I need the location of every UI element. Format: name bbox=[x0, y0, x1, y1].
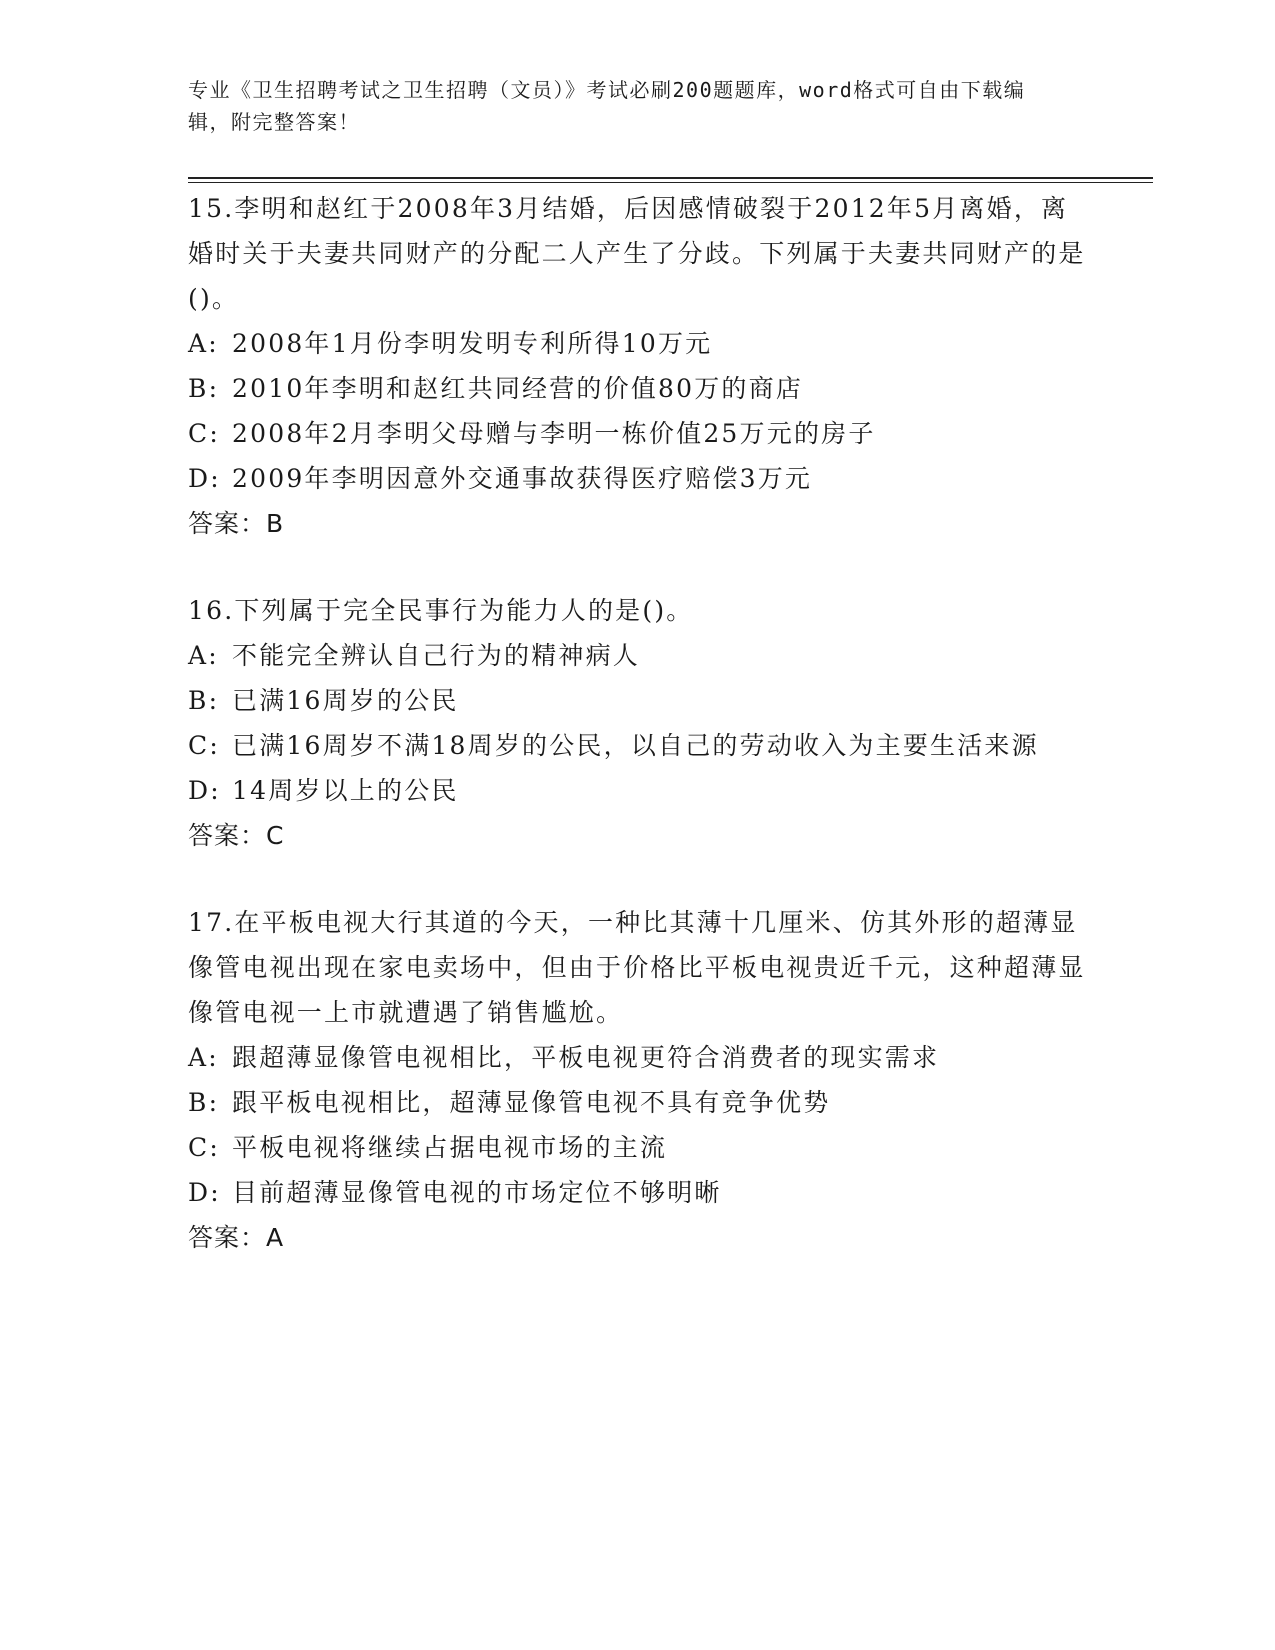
option-key: C: bbox=[188, 419, 220, 448]
header-divider-thick bbox=[188, 177, 1153, 179]
header-divider-thin bbox=[188, 182, 1153, 183]
question-stem: 16.下列属于完全民事行为能力人的是()。 bbox=[188, 596, 694, 625]
question-17 bbox=[188, 900, 1088, 1260]
option-text: 平板电视将继续占据电视市场的主流 bbox=[232, 1133, 668, 1162]
option-a bbox=[188, 321, 1088, 366]
option-a bbox=[188, 1035, 1088, 1080]
option-a bbox=[188, 633, 1088, 678]
answer-line: 答案：B bbox=[188, 509, 285, 538]
document-header: 专业《卫生招聘考试之卫生招聘（文员）》考试必刷200题题库，word格式可自由下载编辑，附完整答案！ bbox=[188, 78, 1026, 134]
option-c bbox=[188, 723, 1088, 768]
option-text: 已满16周岁的公民 bbox=[232, 686, 459, 715]
option-key: D: bbox=[188, 776, 221, 805]
option-c bbox=[188, 1125, 1088, 1170]
option-text: 2008年1月份李明发明专利所得10万元 bbox=[232, 329, 713, 358]
answer-line: 答案：C bbox=[188, 821, 285, 850]
option-text: 跟平板电视相比，超薄显像管电视不具有竞争优势 bbox=[232, 1088, 831, 1117]
option-text: 2008年2月李明父母赠与李明一栋价值25万元的房子 bbox=[232, 419, 876, 448]
option-key: D: bbox=[188, 1178, 221, 1207]
option-key: B: bbox=[188, 374, 220, 403]
option-key: A: bbox=[188, 1043, 219, 1072]
answer-line: 答案：A bbox=[188, 1223, 285, 1252]
option-d bbox=[188, 456, 1088, 501]
question-stem: 17.在平板电视大行其道的今天，一种比其薄十几厘米、仿其外形的超薄显像管电视出现在家电卖场中，但由于价格比平板电视贵近千元，这种超薄显像管电视一上市就遭遇了销售尴尬。 bbox=[188, 908, 1086, 1027]
option-text: 2009年李明因意外交通事故获得医疗赔偿3万元 bbox=[232, 464, 813, 493]
option-text: 已满16周岁不满18周岁的公民，以自己的劳动收入为主要生活来源 bbox=[232, 731, 1039, 760]
question-stem: 15.李明和赵红于2008年3月结婚，后因感情破裂于2012年5月离婚，离婚时关于夫妻共同财产的分配二人产生了分歧。下列属于夫妻共同财产的是()。 bbox=[188, 194, 1086, 313]
option-b bbox=[188, 678, 1088, 723]
question-list bbox=[188, 186, 1088, 1302]
question-15 bbox=[188, 186, 1088, 546]
option-b bbox=[188, 366, 1088, 411]
option-d bbox=[188, 768, 1088, 813]
option-text: 14周岁以上的公民 bbox=[232, 776, 459, 805]
option-key: A: bbox=[188, 329, 219, 358]
option-text: 目前超薄显像管电视的市场定位不够明晰 bbox=[232, 1178, 722, 1207]
option-key: A: bbox=[188, 641, 219, 670]
question-16 bbox=[188, 588, 1088, 858]
option-b bbox=[188, 1080, 1088, 1125]
option-text: 2010年李明和赵红共同经营的价值80万的商店 bbox=[232, 374, 804, 403]
option-d bbox=[188, 1170, 1088, 1215]
option-text: 不能完全辨认自己行为的精神病人 bbox=[232, 641, 641, 670]
option-key: C: bbox=[188, 731, 220, 760]
option-key: C: bbox=[188, 1133, 220, 1162]
option-key: B: bbox=[188, 686, 220, 715]
option-text: 跟超薄显像管电视相比，平板电视更符合消费者的现实需求 bbox=[232, 1043, 940, 1072]
option-key: B: bbox=[188, 1088, 220, 1117]
option-key: D: bbox=[188, 464, 221, 493]
option-c bbox=[188, 411, 1088, 456]
